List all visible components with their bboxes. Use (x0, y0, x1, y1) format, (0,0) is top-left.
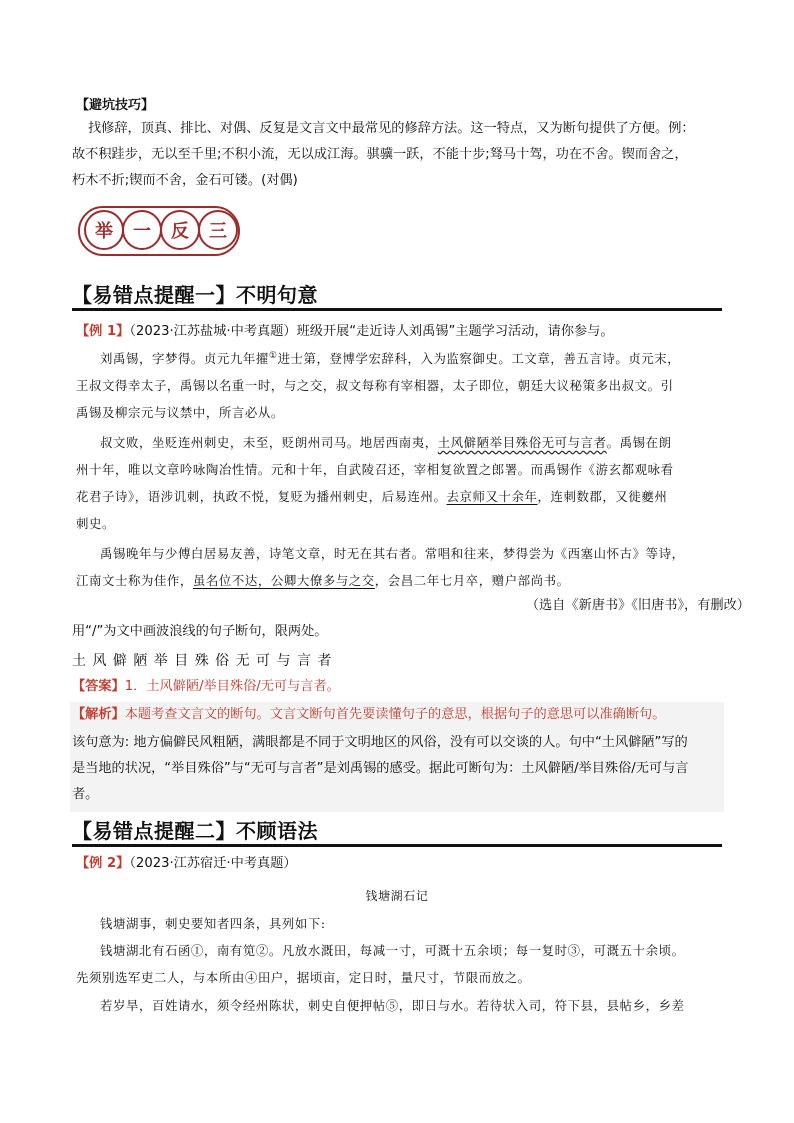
badge-char-4: 三 (198, 210, 238, 250)
question-text: 用“/”为文中画波浪线的句子断句，限两处。 (72, 624, 328, 639)
section1-rule (72, 308, 722, 311)
section2-rule (72, 844, 722, 847)
example1-header (76, 320, 756, 344)
passage-p2-line2: 州十年，唯以文章吟咏陶冶性情。元和十年，自武陵召还，宰相复欲置之郎署。而禹锡作《游玄都观咏看 (76, 462, 674, 477)
passage-p1-line2: 王叔文得幸太子，禹锡以名重一时，与之交，叔文每称有宰相器，太子即位，朝廷大议秘策多出叔文。引 (76, 378, 674, 393)
badge-char-3: 反 (160, 210, 200, 250)
example2-header (76, 852, 756, 876)
section2-heading: 【易错点提醒二】不顾语法 (72, 819, 318, 843)
answer-line (72, 675, 752, 699)
passage-p1-line1: 刘禹锡，字梦得。贞元九年擢①进士第，登博学宏辞科，入为监察御史。工文章，善五言诗。贞元末， (100, 350, 681, 366)
example1-source: （2023·江苏盐城·中考真题）班级开展“走近诗人刘禹锡”主题学习活动，请你参与。 (129, 324, 614, 339)
analysis-line-3: 是当地的状况，“举目殊俗”与“无可与言者”是刘禹锡的感受。据此可断句为：土风僻陋/举目殊俗/无可与言 (72, 761, 689, 776)
spaced-sentence: 土 风 僻 陋 举 目 殊 俗 无 可 与 言 者 (72, 653, 333, 669)
analysis-line-2: 该句意为: 地方偏僻民风粗陋，满眼都是不同于文明地区的风俗，没有可以交谈的人。句中“土风僻陋”写的 (72, 735, 688, 750)
underlined-phrase-2: 虽名位不达，公卿大僚多与之交 (192, 573, 375, 588)
passage2-line-1: 钱塘湖事，刺史要知者四条，具列如下: (100, 916, 326, 931)
badge-group (76, 204, 240, 256)
passage2-title: 钱塘湖石记 (365, 889, 429, 903)
passage2-line-4: 若岁旱，百姓请水，须令经州陈状，刺史自便押帖⑤，即日与水。若待状入司，符下县，县帖乡，乡差 (100, 998, 685, 1013)
passage2-line-2: 钱塘湖北有石函①，南有笕②。凡放水溉田，每减一寸，可溉十五余顷；每一复时③，可溉五十余顷。 (100, 943, 685, 958)
example1-tag: 【例 1】 (76, 324, 130, 339)
passage-p2-line4: 刺史。 (76, 516, 115, 531)
analysis-first: 本题考查文言文的断句。文言文断句首先要读懂句子的意思，根据句子的意思可以准确断句。 (124, 707, 666, 722)
example2-tag: 【例 2】 (76, 856, 130, 871)
tips-line-1: 找修辞，顶真、排比、对偶、反复是文言文中最常见的修辞方法。这一特点，又为断句提供了方便。例： (88, 121, 695, 136)
underlined-phrase-1: 去京师又十余年 (446, 489, 538, 504)
wavy-sentence: 土风僻陋举目殊俗无可与言者 (437, 435, 607, 450)
example2-source: （2023·江苏宿迁·中考真题） (129, 856, 297, 871)
footnote-mark: ① (268, 350, 278, 361)
tips-title: 【避坑技巧】 (76, 98, 155, 113)
passage-p1-line3: 禹锡及柳宗元与议禁中，所言必从。 (76, 405, 284, 420)
passage-p3-line2: 江南文士称为佳作，虽名位不达，公卿大僚多与之交，会昌二年七月卒，赠户部尚书。 (76, 573, 570, 588)
badge-char-1: 举 (84, 210, 124, 250)
passage-source: （选自《新唐书》《旧唐书》，有删改） (525, 598, 750, 613)
answer-tag: 【答案】 (72, 679, 125, 694)
section1-heading: 【易错点提醒一】不明句意 (72, 283, 318, 307)
analysis-line-1 (72, 703, 732, 727)
badge-char-2: 一 (122, 210, 162, 250)
analysis-tag: 【解析】 (72, 707, 125, 722)
tips-line-3: 朽木不折;锲而不舍，金石可镂。(对偶) (72, 173, 298, 188)
passage2-line-3: 先须别选军吏二人，与本所由④田户，据顷亩，定日时，量尺寸，节限而放之。 (76, 970, 531, 985)
answer-text: 1．土风僻陋/举目殊俗/无可与言者。 (124, 679, 340, 694)
passage-p2-line3: 花君子诗》，语涉讥刺，执政不悦，复贬为播州刺史，后易连州。去京师又十余年，连刺数郡，又徙夔州 (76, 489, 668, 504)
analysis-line-4: 者。 (72, 787, 99, 802)
passage-p3-line1: 禹锡晚年与少傅白居易友善，诗笔文章，时无在其右者。常唱和往来，梦得尝为《西塞山怀古》等诗， (100, 546, 685, 561)
tips-line-2: 故不积跬步，无以至千里;不积小流，无以成江海。骐骥一跃，不能十步;驽马十驾，功在不舍。锲而舍之， (72, 147, 688, 162)
passage-p2-line1: 叔文败，坐贬连州刺史，未至，贬朗州司马。地居西南夷，土风僻陋举目殊俗无可与言者。禹锡在朗 (100, 435, 672, 450)
